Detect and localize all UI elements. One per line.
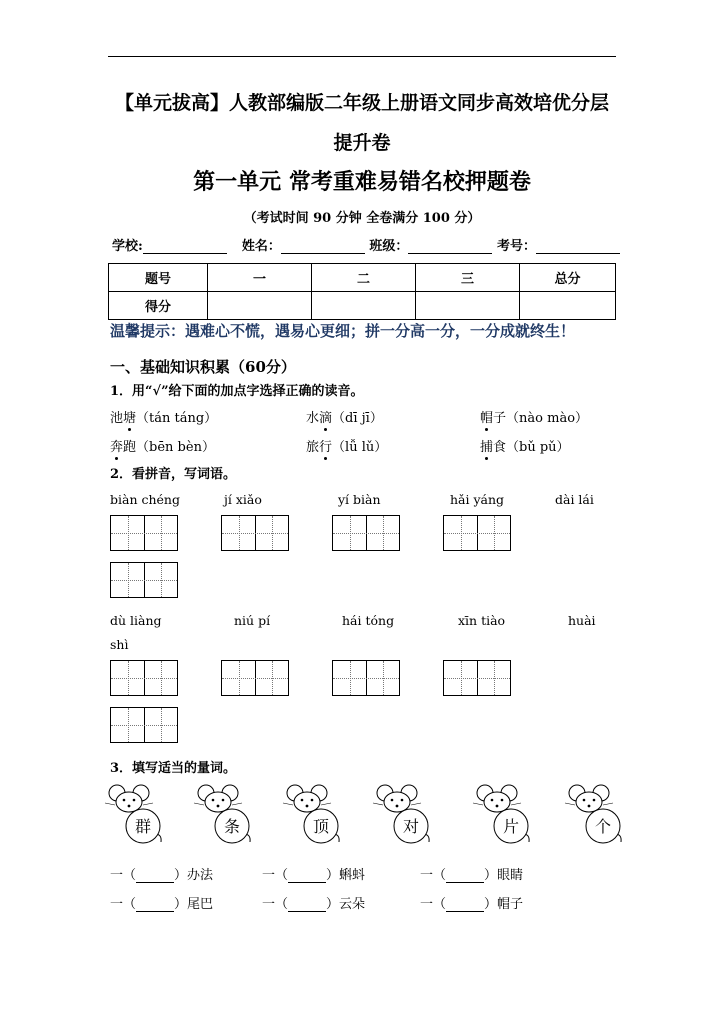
mouse-word-card [281,784,341,852]
score-cell[interactable] [208,292,312,320]
q3-title: 3．填写适当的量词。 [110,761,237,776]
school-label: 学校: [112,239,143,254]
mouse-word-card [103,784,163,852]
answer-blank[interactable] [136,870,174,883]
measure-word: 对 [402,817,419,836]
measure-word: 群 [134,817,151,836]
dotted-char: 滴 [319,411,333,426]
q1-item: 水滴（dī jī） [306,411,383,426]
pinyin-label: dù liàng [110,613,162,628]
q1-item: 旅行（lǚ lǔ） [306,440,388,455]
doc-title-line2: 提升卷 [333,132,391,154]
score-header-cell: 题号 [109,264,208,292]
tianzige-box[interactable] [221,515,289,551]
measure-word-blank: 一（ ）眼睛 [420,868,524,883]
pinyin-label: yí biàn [338,492,381,507]
measure-word: 个 [594,817,611,836]
number-label: 考号： [496,239,536,254]
tip-text: 温馨提示：遇难心不慌，遇易心更细；拼一分高一分，一分成就终生！ [110,322,576,340]
q1-item: 奔跑（bēn bèn） [110,440,215,455]
measure-word-blank: 一（ ）云朵 [262,897,366,912]
q1-item: 帽子（nào mào） [480,411,589,426]
tianzige-box[interactable] [443,660,511,696]
measure-word-blank: 一（ ）帽子 [420,897,524,912]
score-label-cell: 得分 [109,292,208,320]
measure-word: 条 [223,817,240,836]
pinyin-label: xīn tiào [458,613,506,628]
tianzige-box[interactable] [443,515,511,551]
pinyin-label: biàn chéng [110,492,180,507]
score-value-row [109,292,616,320]
pinyin-label-continued: shì [110,637,129,652]
top-rule [108,56,616,57]
measure-word: 片 [502,817,519,836]
number-blank[interactable] [536,240,620,254]
answer-blank[interactable] [136,899,174,912]
measure-word-blank: 一（ ）蝌蚪 [262,868,366,883]
tianzige-box[interactable] [110,707,178,743]
dotted-char: 行 [319,440,333,455]
measure-word-blank: 一（ ）办法 [110,868,214,883]
section1-heading: 一、基础知识积累（60分） [110,358,296,376]
mouse-word-card [192,784,252,852]
score-header-cell: 二 [312,264,416,292]
mouse-word-card [471,784,531,852]
doc-main-title: 第一单元 常考重难易错名校押题卷 [193,169,531,195]
mouse-word-card [563,784,623,852]
student-info-line [112,235,620,254]
pinyin-label: huài [568,613,596,628]
score-table [108,263,616,320]
score-header-cell: 三 [416,264,520,292]
q2-title: 2．看拼音，写词语。 [110,467,237,482]
q1-item: 捕食（bǔ pǔ） [480,440,570,455]
tianzige-box[interactable] [110,515,178,551]
dotted-char: 塘 [123,411,137,426]
tianzige-box[interactable] [332,515,400,551]
answer-blank[interactable] [446,870,484,883]
tianzige-box[interactable] [332,660,400,696]
exam-duration: （考试时间 90 分钟 全卷满分 100 分） [243,211,481,226]
pinyin-label: hǎi yáng [450,492,505,507]
tianzige-box[interactable] [221,660,289,696]
pinyin-label: jí xiǎo [224,492,262,507]
pinyin-label: dài lái [555,492,594,507]
score-cell[interactable] [312,292,416,320]
tianzige-box[interactable] [110,562,178,598]
score-cell[interactable] [520,292,616,320]
score-header-cell: 总分 [520,264,616,292]
tianzige-box[interactable] [110,660,178,696]
pinyin-label: niú pí [234,613,271,628]
school-blank[interactable] [143,240,227,254]
score-header-cell: 一 [208,264,312,292]
class-label: 班级： [369,239,409,254]
class-blank[interactable] [408,240,492,254]
name-label: 姓名： [241,239,281,254]
score-header-row [109,264,616,292]
dotted-char: 奔 [110,440,124,455]
score-cell[interactable] [416,292,520,320]
doc-title-line1: 【单元拔高】人教部编版二年级上册语文同步高效培优分层 [114,92,609,114]
mouse-word-card [371,784,431,852]
measure-word-blank: 一（ ）尾巴 [110,897,214,912]
q1-title: 1．用“√”给下面的加点字选择正确的读音。 [110,384,364,399]
dotted-char: 捕 [480,440,494,455]
answer-blank[interactable] [288,870,326,883]
answer-blank[interactable] [446,899,484,912]
answer-blank[interactable] [288,899,326,912]
measure-word: 顶 [312,817,329,836]
q1-item: 池塘（tán táng） [110,411,218,426]
dotted-char: 帽 [480,411,494,426]
name-blank[interactable] [281,240,365,254]
pinyin-label: hái tóng [342,613,395,628]
